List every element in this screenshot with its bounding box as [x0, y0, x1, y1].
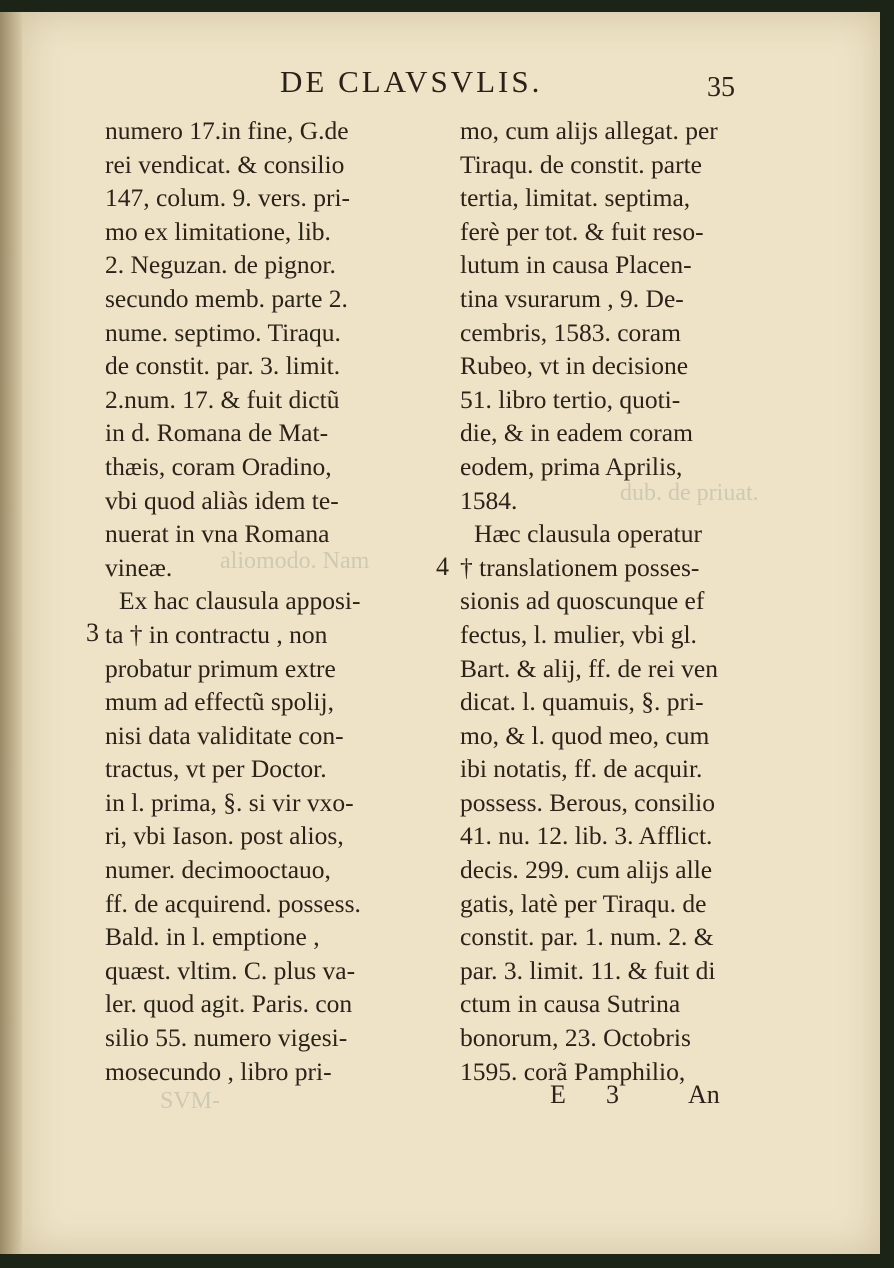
- text-line: Bart. & alij, ff. de rei ven: [460, 653, 718, 683]
- text-line: vbi quod aliàs idem te-: [105, 485, 339, 515]
- text-line: decis. 299. cum alijs alle: [460, 855, 713, 885]
- text-line: 51. libro tertio, quoti-: [460, 384, 681, 414]
- text-line: ff. de acquirend. possess.: [105, 888, 361, 918]
- text-line: vineæ.: [105, 552, 173, 582]
- left-text-column: [105, 114, 413, 1088]
- text-line: sionis ad quoscunque ef: [460, 586, 705, 616]
- text-line: secundo memb. parte 2.: [105, 283, 348, 313]
- text-line: mo ex limitatione, lib.: [105, 216, 331, 246]
- page-number: 35: [707, 72, 735, 103]
- text-line: rei vendicat. & consilio: [105, 149, 345, 179]
- bleed-through-text: SVM-: [160, 1088, 221, 1114]
- text-line: silio 55. numero vigesi-: [105, 1023, 348, 1053]
- text-line: die, & in eadem coram: [460, 418, 693, 448]
- text-line: 41. nu. 12. lib. 3. Afflict.: [460, 821, 713, 851]
- text-line: Bald. in l. emptione ,: [105, 922, 320, 952]
- running-head-title: DE CLAVSVLIS.: [280, 64, 543, 99]
- catchword: An: [688, 1080, 720, 1109]
- right-text-column: [460, 114, 765, 1088]
- text-line: 2.num. 17. & fuit dictũ: [105, 384, 340, 414]
- text-line: numer. decimooctauo,: [105, 855, 331, 885]
- text-line: tina vsurarum , 9. De-: [460, 283, 684, 313]
- text-line: nuerat in vna Romana: [105, 519, 330, 549]
- text-line: nume. septimo. Tiraqu.: [105, 317, 341, 347]
- text-line: in l. prima, §. si vir vxo-: [105, 787, 354, 817]
- text-line: tertia, limitat. septima,: [460, 183, 691, 213]
- text-line: constit. par. 1. num. 2. &: [460, 922, 714, 952]
- paragraph-start-line: Hæc clausula operatur: [474, 519, 702, 549]
- text-line: mosecundo , libro pri-: [105, 1056, 332, 1086]
- marginal-note-number: 4: [436, 552, 449, 581]
- text-line: gatis, latè per Tiraqu. de: [460, 888, 707, 918]
- paragraph-start-line: Ex hac clausula apposi-: [119, 586, 361, 616]
- text-line: nisi data validitate con-: [105, 720, 344, 750]
- text-line: ferè per tot. & fuit reso-: [460, 216, 704, 246]
- text-line: 147, colum. 9. vers. pri-: [105, 183, 351, 213]
- text-line: † translationem posses-: [460, 552, 700, 582]
- text-line: ibi notatis, ff. de acquir.: [460, 754, 703, 784]
- text-line: mo, cum alijs allegat. per: [460, 116, 718, 145]
- text-line: ri, vbi Iason. post alios,: [105, 821, 344, 851]
- text-line: quæst. vltim. C. plus va-: [105, 955, 356, 985]
- bleed-through-text: dub. de priuat.: [620, 480, 759, 506]
- text-line: tractus, vt per Doctor.: [105, 754, 327, 784]
- text-line: 2. Neguzan. de pignor.: [105, 250, 336, 280]
- text-line: 1584.: [460, 485, 518, 515]
- text-line: ler. quod agit. Paris. con: [105, 989, 353, 1019]
- marginal-note-number: 3: [86, 618, 99, 647]
- text-line: probatur primum extre: [105, 653, 336, 683]
- text-line: lutum in causa Placen-: [460, 250, 692, 280]
- text-line: cembris, 1583. coram: [460, 317, 681, 347]
- text-line: thæis, coram Oradino,: [105, 451, 332, 481]
- text-line: possess. Berous, consilio: [460, 787, 715, 817]
- signature-number: 3: [606, 1080, 619, 1109]
- text-line: Rubeo, vt in decisione: [460, 351, 689, 381]
- text-line: de constit. par. 3. limit.: [105, 351, 341, 381]
- text-line: in d. Romana de Mat-: [105, 418, 329, 448]
- text-line: bonorum, 23. Octobris: [460, 1023, 691, 1053]
- bleed-through-text: aliomodo. Nam: [220, 548, 370, 574]
- text-line: ctum in causa Sutrina: [460, 989, 681, 1019]
- text-line: Tiraqu. de constit. parte: [460, 149, 702, 179]
- text-line: 1595. corã Pamphilio,: [460, 1056, 686, 1086]
- text-line: mo, & l. quod meo, cum: [460, 720, 710, 750]
- text-line: numero 17.in fine, G.de: [105, 116, 349, 145]
- text-line: ta † in contractu , non: [105, 619, 328, 649]
- text-line: fectus, l. mulier, vbi gl.: [460, 619, 697, 649]
- signature-mark: E: [550, 1080, 566, 1109]
- text-line: eodem, prima Aprilis,: [460, 451, 683, 481]
- text-line: mum ad effectũ spolij,: [105, 687, 334, 717]
- text-line: par. 3. limit. 11. & fuit di: [460, 955, 716, 985]
- book-spine-edge: [0, 12, 22, 1254]
- text-line: dicat. l. quamuis, §. pri-: [460, 687, 704, 717]
